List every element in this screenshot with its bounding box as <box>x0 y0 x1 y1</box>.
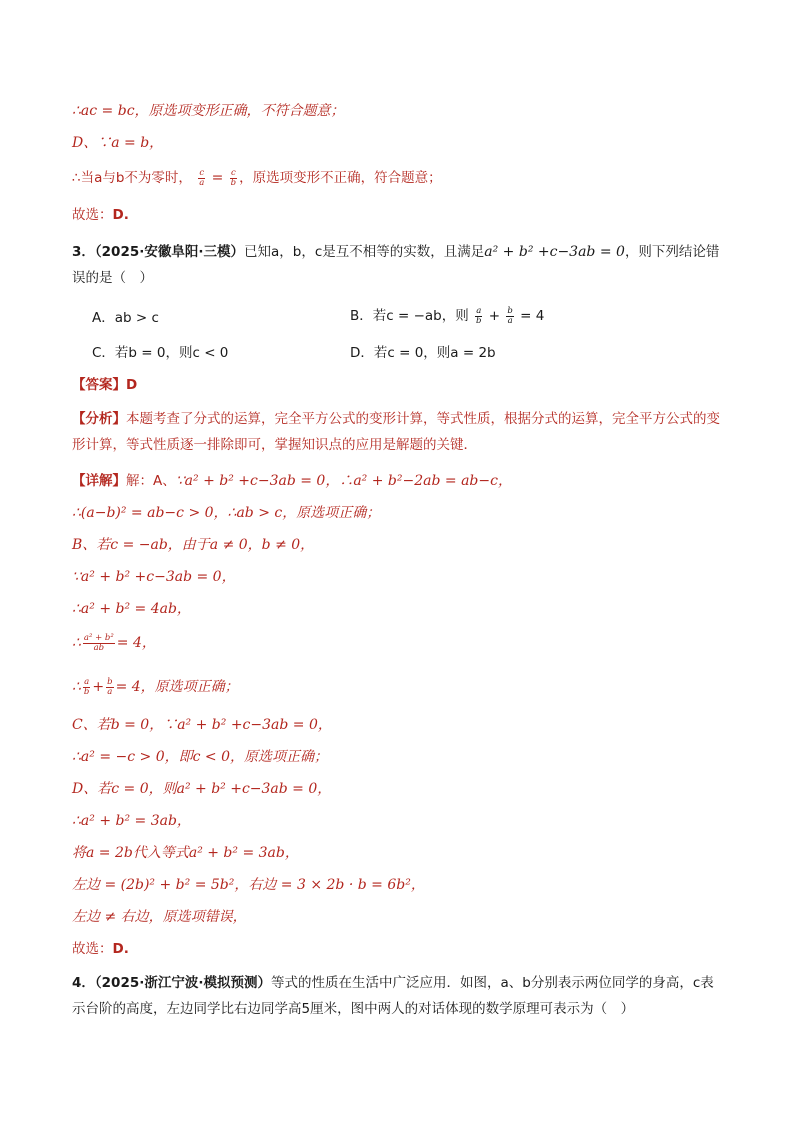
detail-line-14: 左边 ≠ 右边，原选项错误， <box>72 909 247 925</box>
prev-line-3: ∴当a与b不为零时， $\frac{c}{a}$ = $\frac{c}{b}$ ，原选项变形不正确，符合题意； <box>72 167 442 188</box>
analysis: 【分析】本题考查了分式的运算，完全平方公式的变形计算，等式性质，根据分式的运算，完全平方公式的变形计算，等式性质逐一排除即可，掌握知识点的应用是解题的关键． <box>72 411 720 453</box>
prev-line-2: D、∵a = b， <box>72 135 164 151</box>
option-c: C．若b = 0，则c < 0 <box>92 345 229 361</box>
detail-line-1: 【详解】解：A、∵a² + b² +c−3ab = 0，∴a² + b²−2ab = ab−c， <box>72 473 512 489</box>
answer: 【答案】D <box>72 377 138 393</box>
question-3-stem: 3．（2025·安徽阜阳·三模）已知a，b，c是互不相等的实数，且满足a² + b² +c−3ab = 0，则下列结论错误的是（ ） <box>72 244 720 286</box>
detail-line-7: ∴ $\frac{a}{b}$ + $\frac{b}{a}$ = 4，原选项正确； <box>72 676 239 697</box>
detail-line-11: ∴a² + b² = 3ab， <box>72 813 191 829</box>
fraction: $\frac{c}{b}$ <box>230 167 237 188</box>
prev-line-1: ∴ac = bc，原选项变形正确，不符合题意； <box>72 103 345 119</box>
detail-line-5: ∴a² + b² = 4ab， <box>72 601 191 617</box>
detail-line-8: C、若b = 0，∵a² + b² +c−3ab = 0， <box>72 717 332 733</box>
fraction: $\frac{b}{a}$ <box>107 676 113 697</box>
select-answer: 故选：D. <box>72 941 129 957</box>
detail-line-10: D、若c = 0，则a² + b² +c−3ab = 0， <box>72 781 332 797</box>
fraction: $\frac{c}{a}$ <box>199 167 205 188</box>
prev-select: 故选：D. <box>72 207 129 223</box>
fraction: $\frac{a}{b}$ <box>83 676 90 697</box>
detail-line-6: ∴ $\frac{\text{a² + b²}}{ab}$ = 4， <box>72 632 156 653</box>
detail-line-9: ∴a² = −c > 0，即c < 0，原选项正确； <box>72 749 328 765</box>
question-4-stem: 4．（2025·浙江宁波·模拟预测）等式的性质在生活中广泛应用．如图，a、b分别表示两位同学的身高，c表示台阶的高度，左边同学比右边同学高5厘米，图中两人的对话体现的数学原理可表示为（ ） <box>72 975 714 1017</box>
option-a: A．ab > c <box>92 310 159 326</box>
detail-line-3: B、若c = −ab，由于a ≠ 0，b ≠ 0， <box>72 537 315 553</box>
fraction: $\frac{b}{a}$ <box>507 305 513 326</box>
detail-line-4: ∵a² + b² +c−3ab = 0， <box>72 569 236 585</box>
fraction: $\frac{a}{b}$ <box>476 305 482 326</box>
detail-line-13: 左边 = (2b)² + b² = 5b²，右边 = 3 × 2b · b = 6b²， <box>72 877 425 893</box>
detail-line-2: ∴(a−b)² = ab−c > 0，∴ab > c，原选项正确； <box>72 505 381 521</box>
fraction: $\frac{\text{a² + b²}}{ab}$ <box>83 632 114 653</box>
option-b: B．若c = −ab，则 $\frac{a}{b}$ + $\frac{b}{a}$ = 4 <box>350 305 545 326</box>
detail-line-12: 将a = 2b代入等式a² + b² = 3ab， <box>72 845 299 861</box>
option-d: D．若c = 0，则a = 2b <box>350 345 496 361</box>
